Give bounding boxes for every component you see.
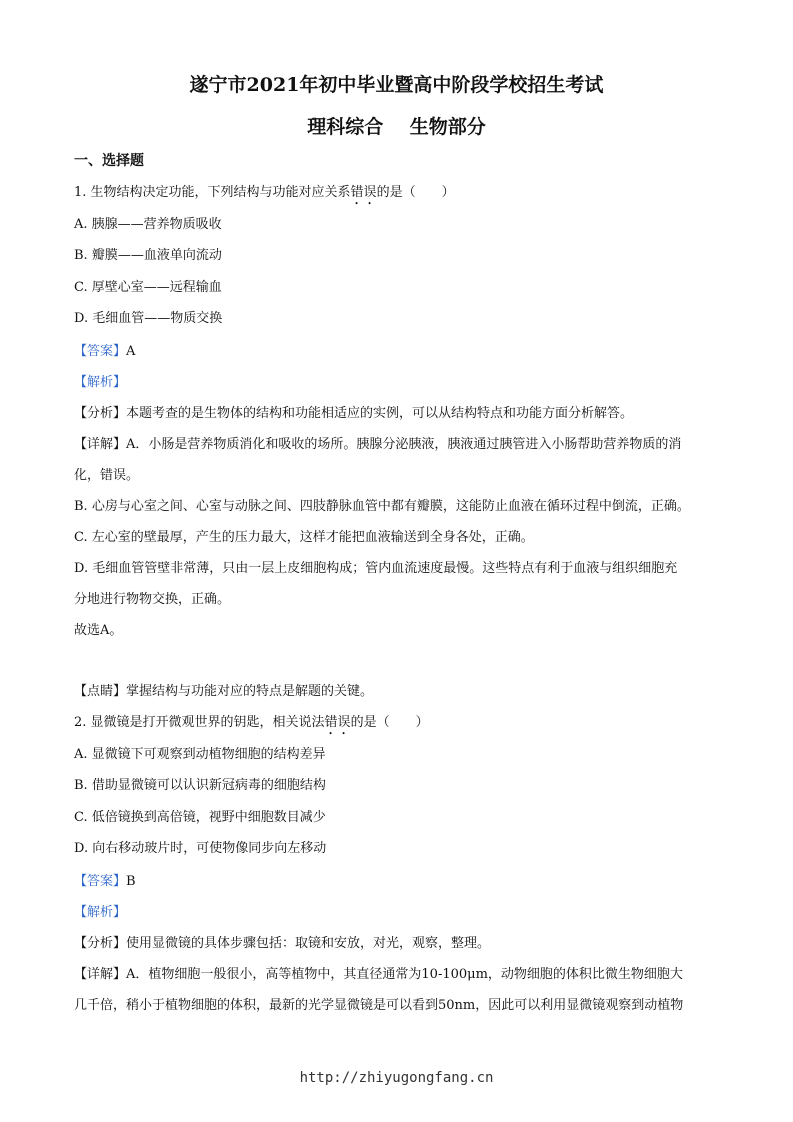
subtitle-part-1: 理科综合 (307, 116, 384, 138)
footer-url[interactable]: http://zhiyugongfang.cn (299, 1070, 494, 1086)
question-2-detail-a2: 几千倍，稍小于植物细胞的体积，最新的光学显微镜是可以看到50nm，因此可以利用显微镜观察到动植物 (74, 998, 684, 1013)
answer-tag: 【答案】 (74, 874, 127, 889)
question-2-analysis: 【分析】使用显微镜的具体步骤包括：取镜和安放，对光，观察，整理。 (74, 936, 491, 951)
question-1-answer (74, 340, 135, 359)
question-2-detail-a1: 【详解】A．植物细胞一般很小，高等植物中，其直径通常为10-100μm，动物细胞的体积比微生物细胞大 (74, 967, 683, 982)
section-heading: 一、选择题 (74, 153, 144, 169)
emphasis-word: 错误 (350, 185, 377, 200)
question-2-answer (74, 870, 136, 889)
page-title: 遂宁市2021年初中毕业暨高中阶段学校招生考试 (189, 74, 604, 96)
question-1-detail-c: C. 左心室的壁最厚，产生的压力最大，这样才能把血液输送到全身各处，正确。 (74, 530, 534, 545)
question-2-option-c: C. 低倍镜换到高倍镜，视野中细胞数目减少 (74, 810, 326, 825)
question-1-analysis: 【分析】本题考查的是生物体的结构和功能相适应的实例，可以从结构特点和功能方面分析解答。 (74, 406, 634, 421)
question-2-jiexi-tag: 【解析】 (74, 905, 127, 920)
question-1-detail-d1: D. 毛细血管管壁非常薄，只由一层上皮细胞构成；管内血流速度最慢。这些特点有利于血液与组织细胞充 (74, 561, 678, 576)
question-1-tip: 【点睛】掌握结构与功能对应的特点是解题的关键。 (74, 684, 374, 699)
answer-value: A (126, 344, 136, 359)
question-1-detail-b: B. 心房与心室之间、心室与动脉之间、四肢静脉血管中都有瓣膜，这能防止血液在循环过程中倒流，正确。 (74, 499, 690, 514)
question-1-detail-a2: 化，错误。 (74, 468, 140, 483)
question-2-option-d: D. 向右移动玻片时，可使物像同步向左移动 (74, 841, 327, 856)
question-1-option-b: B. 瓣膜——血液单向流动 (74, 248, 222, 263)
subtitle-part-2: 生物部分 (409, 116, 486, 138)
question-1-option-c: C. 厚壁心室——远程输血 (74, 280, 222, 295)
emphasis-word: 错误 (324, 715, 351, 730)
page-subtitle (0, 112, 793, 139)
question-1-detail-d2: 分地进行物物交换，正确。 (74, 592, 231, 607)
question-1-option-d: D. 毛细血管——物质交换 (74, 311, 223, 326)
question-2-option-b: B. 借助显微镜可以认识新冠病毒的细胞结构 (74, 778, 326, 793)
question-1-option-a: A. 胰腺——营养物质吸收 (74, 217, 222, 232)
answer-value: B (126, 874, 136, 889)
answer-tag: 【答案】 (74, 344, 127, 359)
question-2-stem: 2. 显微镜是打开微观世界的钥匙，相关说法错误的是（ ） (74, 715, 429, 730)
question-1-jiexi-tag: 【解析】 (74, 375, 127, 390)
question-1-stem: 1. 生物结构决定功能，下列结构与功能对应关系错误的是（ ） (74, 185, 455, 200)
question-1-conclusion: 故选A。 (74, 623, 123, 638)
question-1-detail-a1: 【详解】A．小肠是营养物质消化和吸收的场所。胰腺分泌胰液，胰液通过胰管进入小肠帮助营养物质的消 (74, 437, 682, 452)
question-2-option-a: A. 显微镜下可观察到动植物细胞的结构差异 (74, 747, 326, 762)
